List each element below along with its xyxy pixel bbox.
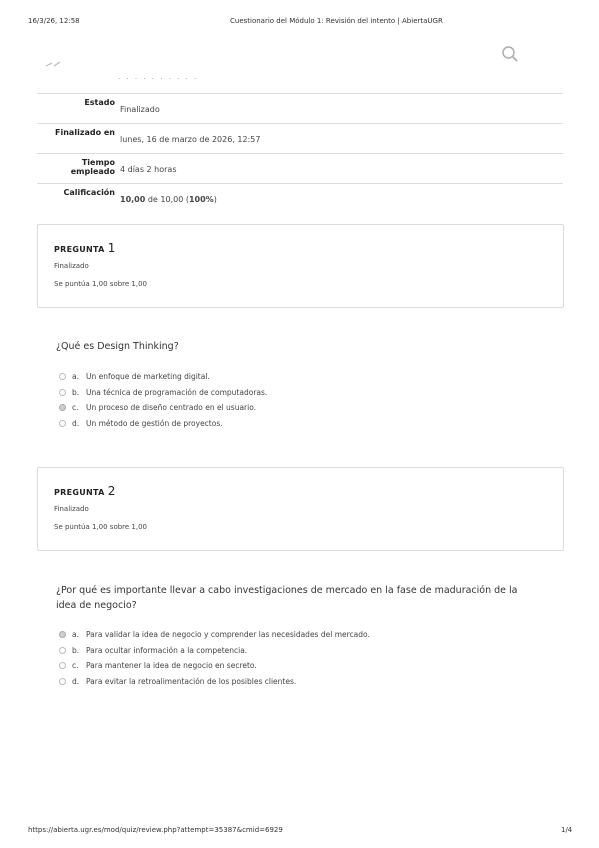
- option-text: Un método de gestión de proyectos.: [86, 419, 223, 428]
- question-mark: Se puntúa 1,00 sobre 1,00: [54, 280, 148, 288]
- question-state: Finalizado: [54, 505, 89, 513]
- summary-row-tiempo: [37, 153, 563, 184]
- radio-button-checked[interactable]: [59, 631, 66, 638]
- question-state: Finalizado: [54, 262, 89, 270]
- summary-row-estado: [37, 93, 563, 124]
- option-letter: b.: [72, 646, 80, 655]
- radio-button[interactable]: [59, 647, 66, 654]
- grade-score: 10,00: [120, 195, 146, 204]
- question-text-2: ¿Por qué es importante llevar a cabo investigaciones de mercado en la fase de maduración de la idea de negocio?: [56, 585, 518, 611]
- summary-label: Tiempo empleado: [70, 158, 115, 176]
- option-letter: a.: [72, 630, 79, 639]
- question-number: [54, 484, 116, 498]
- option-text: Para mantener la idea de negocio en secreto.: [86, 661, 257, 670]
- radio-button-checked[interactable]: [59, 404, 66, 411]
- print-title: Cuestionario del Módulo 1: Revisión del intento | AbiertaUGR: [230, 17, 443, 25]
- summary-label: Calificación: [63, 188, 115, 197]
- question-number-value: 2: [107, 484, 116, 498]
- grade-close: ): [213, 195, 217, 204]
- answer-option[interactable]: [59, 675, 296, 689]
- option-text: Para validar la idea de negocio y comprender las necesidades del mercado.: [86, 630, 370, 639]
- answer-option[interactable]: [59, 659, 257, 673]
- option-letter: d.: [72, 419, 80, 428]
- answer-option[interactable]: [59, 644, 247, 658]
- question-number: [54, 241, 116, 255]
- option-text: Una técnica de programación de computadoras.: [86, 388, 268, 397]
- option-text: Para evitar la retroalimentación de los posibles clientes.: [86, 677, 297, 686]
- answer-option-selected[interactable]: [59, 401, 256, 415]
- question-info-card-1: [37, 224, 564, 308]
- summary-label: Finalizado en: [55, 128, 115, 137]
- option-letter: c.: [72, 403, 79, 412]
- question-label: PREGUNTA: [54, 488, 105, 497]
- print-url: https://abierta.ugr.es/mod/quiz/review.php?attempt=35387&cmid=6929: [28, 826, 283, 834]
- option-letter: a.: [72, 372, 79, 381]
- question-number-value: 1: [107, 241, 116, 255]
- question-text-1: ¿Qué es Design Thinking?: [56, 341, 179, 352]
- logo-icon[interactable]: [44, 53, 66, 61]
- radio-button[interactable]: [59, 389, 66, 396]
- grade-max: de 10,00 (: [145, 195, 189, 204]
- search-icon[interactable]: [501, 45, 519, 63]
- print-page-number: 1/4: [561, 826, 573, 834]
- radio-button[interactable]: [59, 420, 66, 427]
- answer-option-selected[interactable]: [59, 628, 370, 642]
- cropped-text-line: . . . . . . . . . .: [118, 73, 199, 79]
- option-letter: c.: [72, 661, 79, 670]
- summary-row-calificacion: [37, 183, 563, 214]
- radio-button[interactable]: [59, 662, 66, 669]
- radio-button[interactable]: [59, 678, 66, 685]
- summary-value: lunes, 16 de marzo de 2026, 12:57: [120, 135, 261, 144]
- summary-label: Estado: [84, 98, 115, 107]
- option-letter: d.: [72, 677, 80, 686]
- answer-option[interactable]: [59, 370, 210, 384]
- print-datetime: 16/3/26, 12:58: [28, 17, 80, 25]
- option-text: Para ocultar información a la competencia.: [86, 646, 248, 655]
- answer-option[interactable]: [59, 417, 223, 431]
- answer-option[interactable]: [59, 386, 267, 400]
- summary-value: 4 días 2 horas: [120, 165, 177, 174]
- grade-percent: 100%: [188, 195, 214, 204]
- question-info-card-2: [37, 467, 564, 551]
- option-text: Un enfoque de marketing digital.: [86, 372, 210, 381]
- question-mark: Se puntúa 1,00 sobre 1,00: [54, 523, 148, 531]
- radio-button[interactable]: [59, 373, 66, 380]
- option-text: Un proceso de diseño centrado en el usuario.: [86, 403, 257, 412]
- summary-value: Finalizado: [120, 105, 160, 114]
- question-label: PREGUNTA: [54, 245, 105, 254]
- summary-row-finalizado-en: [37, 123, 563, 154]
- option-letter: b.: [72, 388, 80, 397]
- grade-value: [120, 195, 217, 204]
